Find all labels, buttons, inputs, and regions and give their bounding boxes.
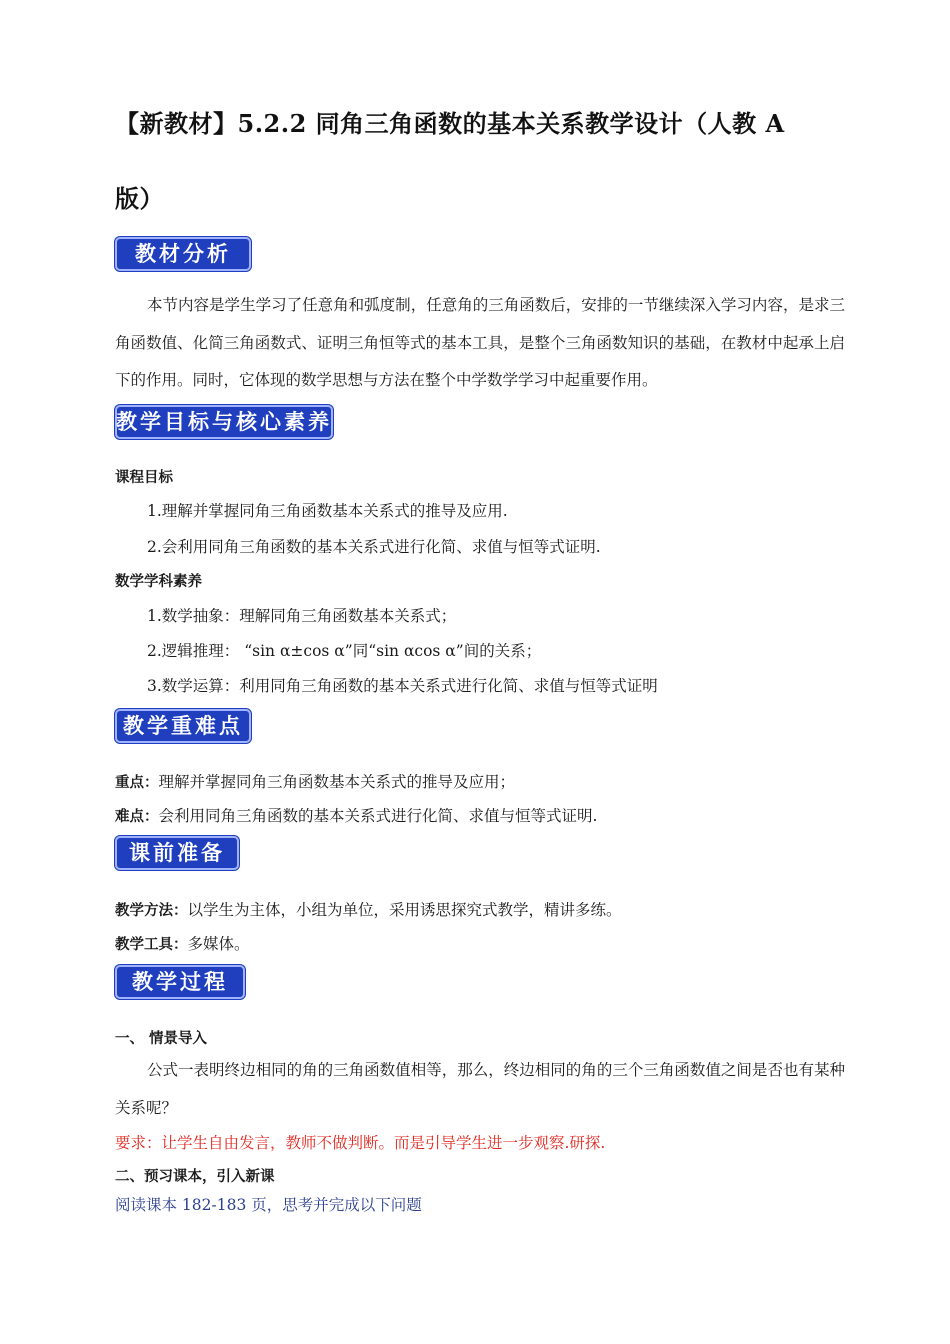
- course-goals-label: 课程目标: [115, 470, 173, 486]
- section-badge-process: 教学过程: [115, 965, 245, 999]
- analysis-paragraph: 本节内容是学生学习了任意角和弧度制，任意角的三角函数后，安排的一节继续深入学习内容，是求三角函数值、化简三角函数式、证明三角恒等式的基本工具，是整个三角函数知识的基础，在教材中起承上启下的作用。同时，它体现的数学思想与方法在整个中学数学学习中起重要作用。: [115, 296, 845, 389]
- teaching-tool-line: [115, 932, 250, 954]
- requirement-text: 要求：让学生自由发言，教师不做判断。而是引导学生进一步观察.研探.: [115, 1134, 606, 1152]
- literacy-item: 1.数学抽象：理解同角三角函数基本关系式；: [147, 607, 457, 625]
- teaching-tool-label: 教学工具：: [115, 937, 188, 953]
- key-point-text: 理解并掌握同角三角函数基本关系式的推导及应用；: [158, 773, 516, 791]
- section-badge-goals: 教学目标与核心素养: [115, 405, 333, 439]
- section-badge-prep: 课前准备: [115, 836, 239, 870]
- literacy-item: 2.逻辑推理： “sin α±cos α”同“sin αcos α”间的关系；: [147, 642, 542, 660]
- document-title-line-1: 【新教材】5.2.2 同角三角函数的基本关系教学设计（人教 A: [115, 109, 785, 138]
- step2-text: 阅读课本 182-183 页，思考并完成以下问题: [115, 1196, 422, 1214]
- teaching-tool-text: 多媒体。: [187, 935, 250, 953]
- course-goal-item: 1.理解并掌握同角三角函数基本关系式的推导及应用.: [147, 502, 508, 520]
- step1-paragraph: 公式一表明终边相同的角的三角函数值相等，那么，终边相同的角的三个三角函数值之间是否也有某种关系呢？: [115, 1061, 845, 1117]
- key-point-label: 重点：: [115, 775, 159, 791]
- section-badge-analysis: 教材分析: [115, 237, 251, 271]
- course-goal-item: 2.会利用同角三角函数的基本关系式进行化简、求值与恒等式证明.: [147, 538, 601, 556]
- literacy-label: 数学学科素养: [115, 574, 202, 590]
- difficult-point-label: 难点：: [115, 809, 159, 825]
- teaching-method-line: [115, 898, 622, 920]
- difficult-point-line: [115, 804, 597, 826]
- section-badge-keypoints: 教学重难点: [115, 709, 251, 743]
- difficult-point-text: 会利用同角三角函数的基本关系式进行化简、求值与恒等式证明.: [158, 807, 598, 825]
- step1-heading: 一、 情景导入: [115, 1031, 208, 1047]
- literacy-item: 3.数学运算：利用同角三角函数的基本关系式进行化简、求值与恒等式证明: [147, 677, 658, 695]
- teaching-method-label: 教学方法：: [115, 903, 188, 919]
- key-point-line: [115, 770, 515, 792]
- document-title-line-2: 版）: [115, 184, 164, 213]
- teaching-method-text: 以学生为主体，小组为单位，采用诱思探究式教学，精讲多练。: [187, 901, 622, 919]
- step2-heading: 二、预习课本，引入新课: [115, 1169, 275, 1185]
